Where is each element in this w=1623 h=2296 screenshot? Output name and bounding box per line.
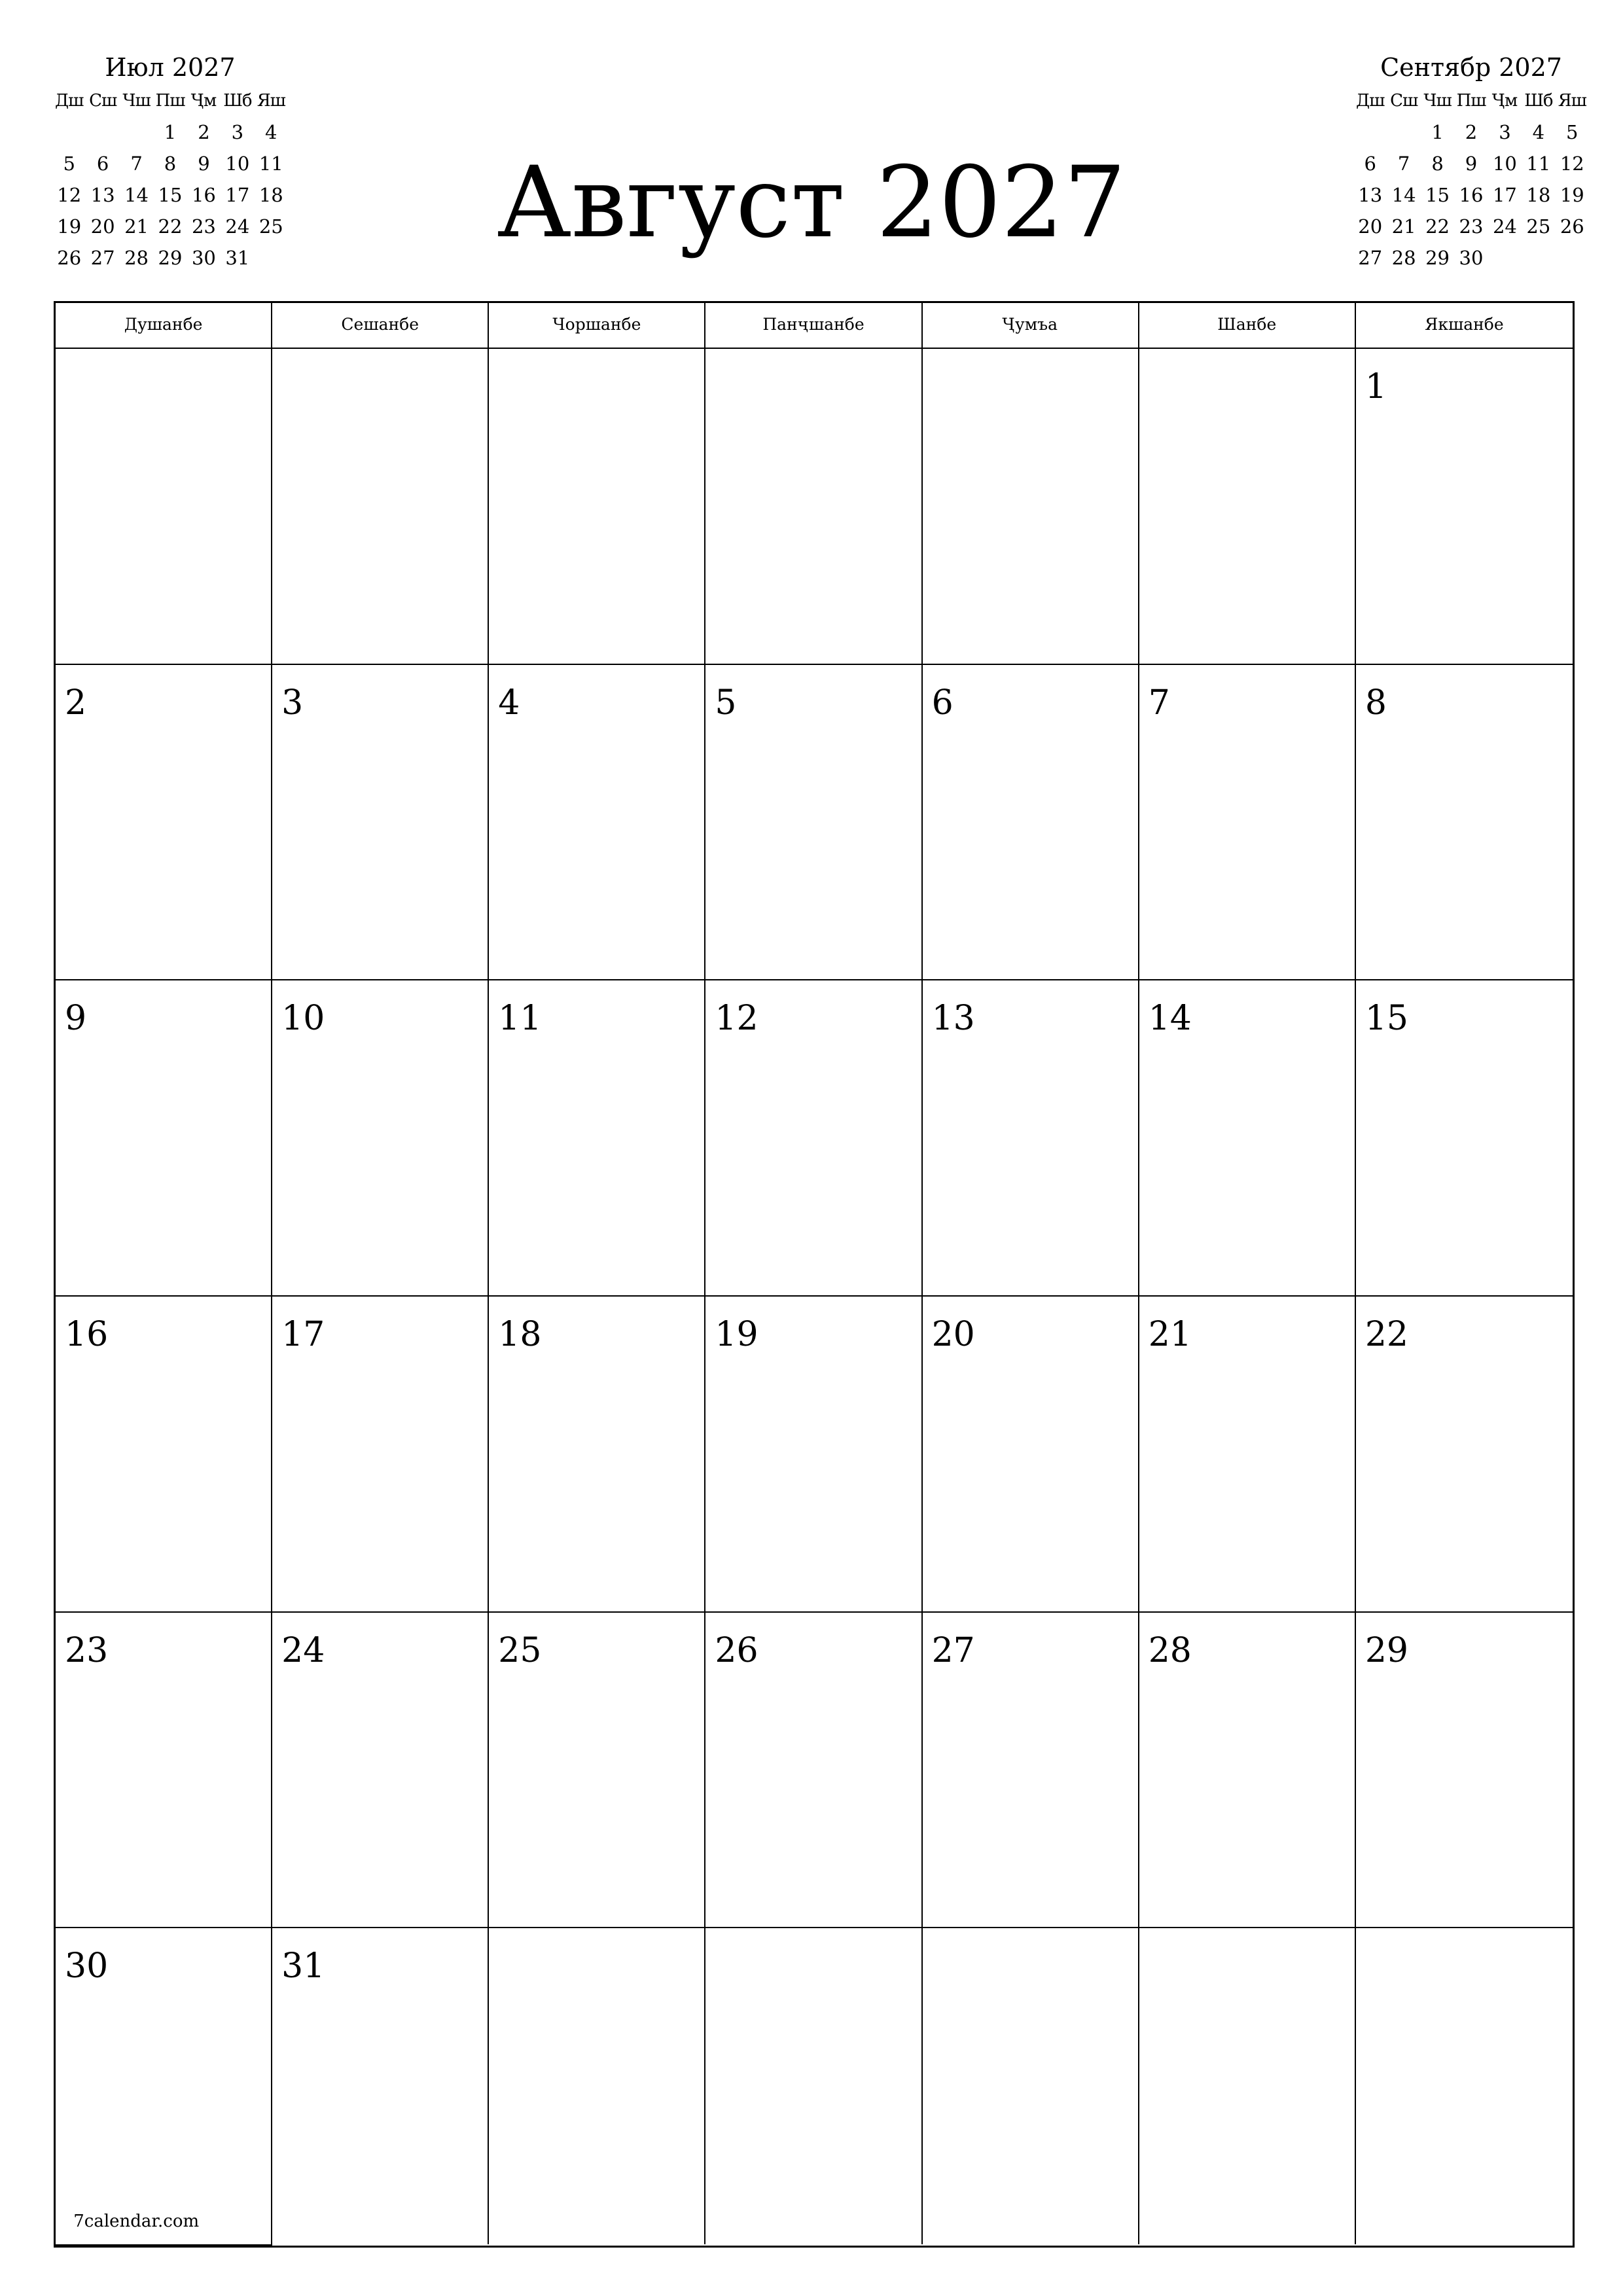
day-number: 13: [931, 999, 975, 1039]
mini-weekday: Чш: [1423, 91, 1452, 111]
mini-day: 5: [63, 152, 75, 175]
mini-day: [120, 117, 153, 148]
mini-day: 18: [259, 184, 283, 206]
prev-month-mini-calendar: [52, 50, 288, 274]
day-cell: [923, 1297, 1139, 1613]
mini-weekday: Шб: [1524, 91, 1553, 111]
mini-day: 27: [90, 247, 115, 269]
day-cell: [1139, 349, 1356, 665]
day-cell: [705, 1297, 922, 1613]
day-cell: [56, 2212, 272, 2246]
mini-day: 28: [124, 247, 149, 269]
day-cell: [56, 665, 272, 981]
day-cell: [56, 349, 272, 665]
next-month-title: Сентябр 2027: [1380, 53, 1562, 82]
day-cell: [923, 349, 1139, 665]
mini-weekday: Пш: [155, 91, 185, 111]
mini-day: 8: [1431, 152, 1444, 175]
day-number: 11: [498, 999, 542, 1039]
day-cell: [1139, 665, 1356, 981]
mini-day: 3: [231, 121, 244, 143]
mini-day: 30: [191, 247, 216, 269]
day-number: 25: [498, 1630, 542, 1670]
day-number: 31: [281, 1946, 325, 1986]
day-cell: [272, 1613, 489, 1929]
mini-weekday: Дш: [1356, 91, 1385, 111]
day-cell: [272, 980, 489, 1297]
day-cell: [489, 1297, 705, 1613]
day-cell: [489, 980, 705, 1297]
day-cell: [489, 1928, 705, 2244]
mini-day: 11: [259, 152, 283, 175]
day-cell: [705, 665, 922, 981]
month-grid: [54, 301, 1575, 2248]
mini-day: 17: [1492, 184, 1517, 206]
mini-day: 10: [225, 152, 250, 175]
day-number: 26: [715, 1630, 758, 1670]
day-number: 30: [65, 1946, 109, 1986]
day-number: 6: [931, 683, 954, 723]
mini-day: 23: [1459, 215, 1484, 238]
day-cell: [56, 1613, 272, 1929]
weekday-header: Ҷумъа: [923, 303, 1139, 349]
mini-weekday: Сш: [89, 91, 117, 111]
mini-day: [1387, 117, 1420, 148]
day-cell: [923, 980, 1139, 1297]
mini-day: [1353, 117, 1387, 148]
mini-day: 15: [1425, 184, 1450, 206]
mini-day: 13: [90, 184, 115, 206]
mini-day: 26: [1560, 215, 1584, 238]
mini-day: 14: [124, 184, 149, 206]
mini-day: 16: [191, 184, 216, 206]
website-credit: 7calendar.com: [73, 2212, 200, 2231]
day-number: 14: [1148, 999, 1192, 1039]
mini-day: 2: [198, 121, 210, 143]
day-number: 19: [715, 1314, 758, 1354]
day-number: 22: [1364, 1314, 1409, 1354]
day-cell: [705, 1613, 922, 1929]
weekday-header: Сешанбе: [272, 303, 489, 349]
mini-weekday: Яш: [257, 91, 285, 111]
mini-day: 20: [90, 215, 115, 238]
day-cell: [705, 980, 922, 1297]
day-cell: [705, 1928, 922, 2244]
day-number: 2: [65, 683, 87, 723]
day-number: 7: [1148, 683, 1170, 723]
mini-day: 1: [164, 121, 177, 143]
mini-day: 15: [158, 184, 183, 206]
mini-weekday: Ҷм: [191, 91, 217, 111]
mini-day: 7: [130, 152, 143, 175]
weekday-header: Якшанбе: [1356, 303, 1573, 349]
mini-day: 7: [1397, 152, 1410, 175]
day-number: 27: [931, 1630, 975, 1670]
day-number: 24: [281, 1630, 325, 1670]
day-cell: [1139, 980, 1356, 1297]
prev-month-title: Июл 2027: [105, 53, 236, 82]
day-number: 28: [1148, 1630, 1192, 1670]
day-number: 20: [931, 1314, 975, 1354]
mini-day: 29: [158, 247, 183, 269]
mini-weekday: Ҷм: [1492, 91, 1518, 111]
mini-day: 19: [57, 215, 82, 238]
day-cell: [705, 349, 922, 665]
mini-day: 25: [259, 215, 283, 238]
next-month-mini-calendar: [1353, 50, 1589, 274]
mini-day: 30: [1459, 247, 1484, 269]
day-cell: [1356, 349, 1573, 665]
mini-day: 14: [1391, 184, 1416, 206]
mini-weekday: Шб: [223, 91, 252, 111]
day-cell: [272, 665, 489, 981]
day-number: 3: [281, 683, 304, 723]
day-number: 8: [1364, 683, 1387, 723]
mini-day: 27: [1358, 247, 1383, 269]
day-number: 9: [65, 999, 87, 1039]
day-cell: [1139, 1297, 1356, 1613]
mini-day: 28: [1391, 247, 1416, 269]
day-number: 21: [1148, 1314, 1192, 1354]
day-cell: [1356, 1297, 1573, 1613]
mini-weekday: Дш: [55, 91, 84, 111]
day-cell: [1356, 1928, 1573, 2244]
day-number: 5: [715, 683, 737, 723]
mini-day: 12: [1560, 152, 1584, 175]
day-cell: [923, 665, 1139, 981]
day-cell: [1139, 1613, 1356, 1929]
mini-day: 3: [1499, 121, 1511, 143]
day-cell: [56, 1297, 272, 1613]
weekday-header: Чоршанбе: [489, 303, 705, 349]
weekday-header: Шанбе: [1139, 303, 1356, 349]
day-number: 12: [715, 999, 758, 1039]
mini-day: 26: [57, 247, 82, 269]
mini-day: 24: [225, 215, 250, 238]
day-cell: [1139, 1928, 1356, 2244]
day-number: 4: [498, 683, 520, 723]
day-cell: [272, 1297, 489, 1613]
day-number: 23: [65, 1630, 109, 1670]
mini-day: 23: [191, 215, 216, 238]
mini-day: 10: [1492, 152, 1517, 175]
mini-day: 24: [1492, 215, 1517, 238]
mini-day: 29: [1425, 247, 1450, 269]
mini-day: 25: [1526, 215, 1551, 238]
weekday-header: Панҷшанбе: [705, 303, 922, 349]
mini-day: 17: [225, 184, 250, 206]
mini-day: 12: [57, 184, 82, 206]
day-cell: [1356, 980, 1573, 1297]
mini-day: 6: [96, 152, 109, 175]
mini-day: [52, 117, 86, 148]
mini-day: 5: [1566, 121, 1578, 143]
mini-day: 4: [265, 121, 277, 143]
day-cell: [272, 1928, 489, 2244]
day-cell: [1356, 665, 1573, 981]
mini-day: 6: [1364, 152, 1376, 175]
day-cell: [489, 349, 705, 665]
mini-day: 9: [198, 152, 210, 175]
day-number: 16: [65, 1314, 109, 1354]
prev-month-grid: [52, 85, 288, 274]
mini-day: 1: [1431, 121, 1444, 143]
mini-day: 11: [1526, 152, 1551, 175]
day-cell: [489, 1613, 705, 1929]
day-number: 15: [1364, 999, 1409, 1039]
mini-day: 4: [1532, 121, 1545, 143]
day-number: 10: [281, 999, 325, 1039]
weekday-header: Душанбе: [56, 303, 272, 349]
mini-day: 21: [1391, 215, 1416, 238]
day-number: 17: [281, 1314, 325, 1354]
mini-day: 21: [124, 215, 149, 238]
day-cell: [489, 665, 705, 981]
mini-day: 16: [1459, 184, 1484, 206]
mini-day: 2: [1465, 121, 1478, 143]
mini-day: 22: [158, 215, 183, 238]
mini-day: 13: [1358, 184, 1383, 206]
mini-day: 8: [164, 152, 177, 175]
mini-weekday: Яш: [1558, 91, 1586, 111]
day-cell: [923, 1613, 1139, 1929]
mini-day: [86, 117, 119, 148]
day-cell: [1356, 1613, 1573, 1929]
mini-day: 19: [1560, 184, 1584, 206]
day-cell: [56, 1928, 272, 2244]
day-number: 29: [1364, 1630, 1409, 1670]
mini-day: 18: [1526, 184, 1551, 206]
mini-weekday: Пш: [1456, 91, 1486, 111]
mini-weekday: Чш: [122, 91, 151, 111]
mini-day: 31: [225, 247, 250, 269]
mini-day: 20: [1358, 215, 1383, 238]
mini-day: 22: [1425, 215, 1450, 238]
day-number: 1: [1364, 367, 1387, 406]
next-month-grid: [1353, 85, 1589, 274]
day-cell: [272, 349, 489, 665]
mini-day: 9: [1465, 152, 1478, 175]
day-cell: [923, 1928, 1139, 2244]
mini-weekday: Сш: [1390, 91, 1418, 111]
page-title: Август 2027: [497, 146, 1126, 260]
day-cell: [56, 980, 272, 1297]
day-number: 18: [498, 1314, 542, 1354]
